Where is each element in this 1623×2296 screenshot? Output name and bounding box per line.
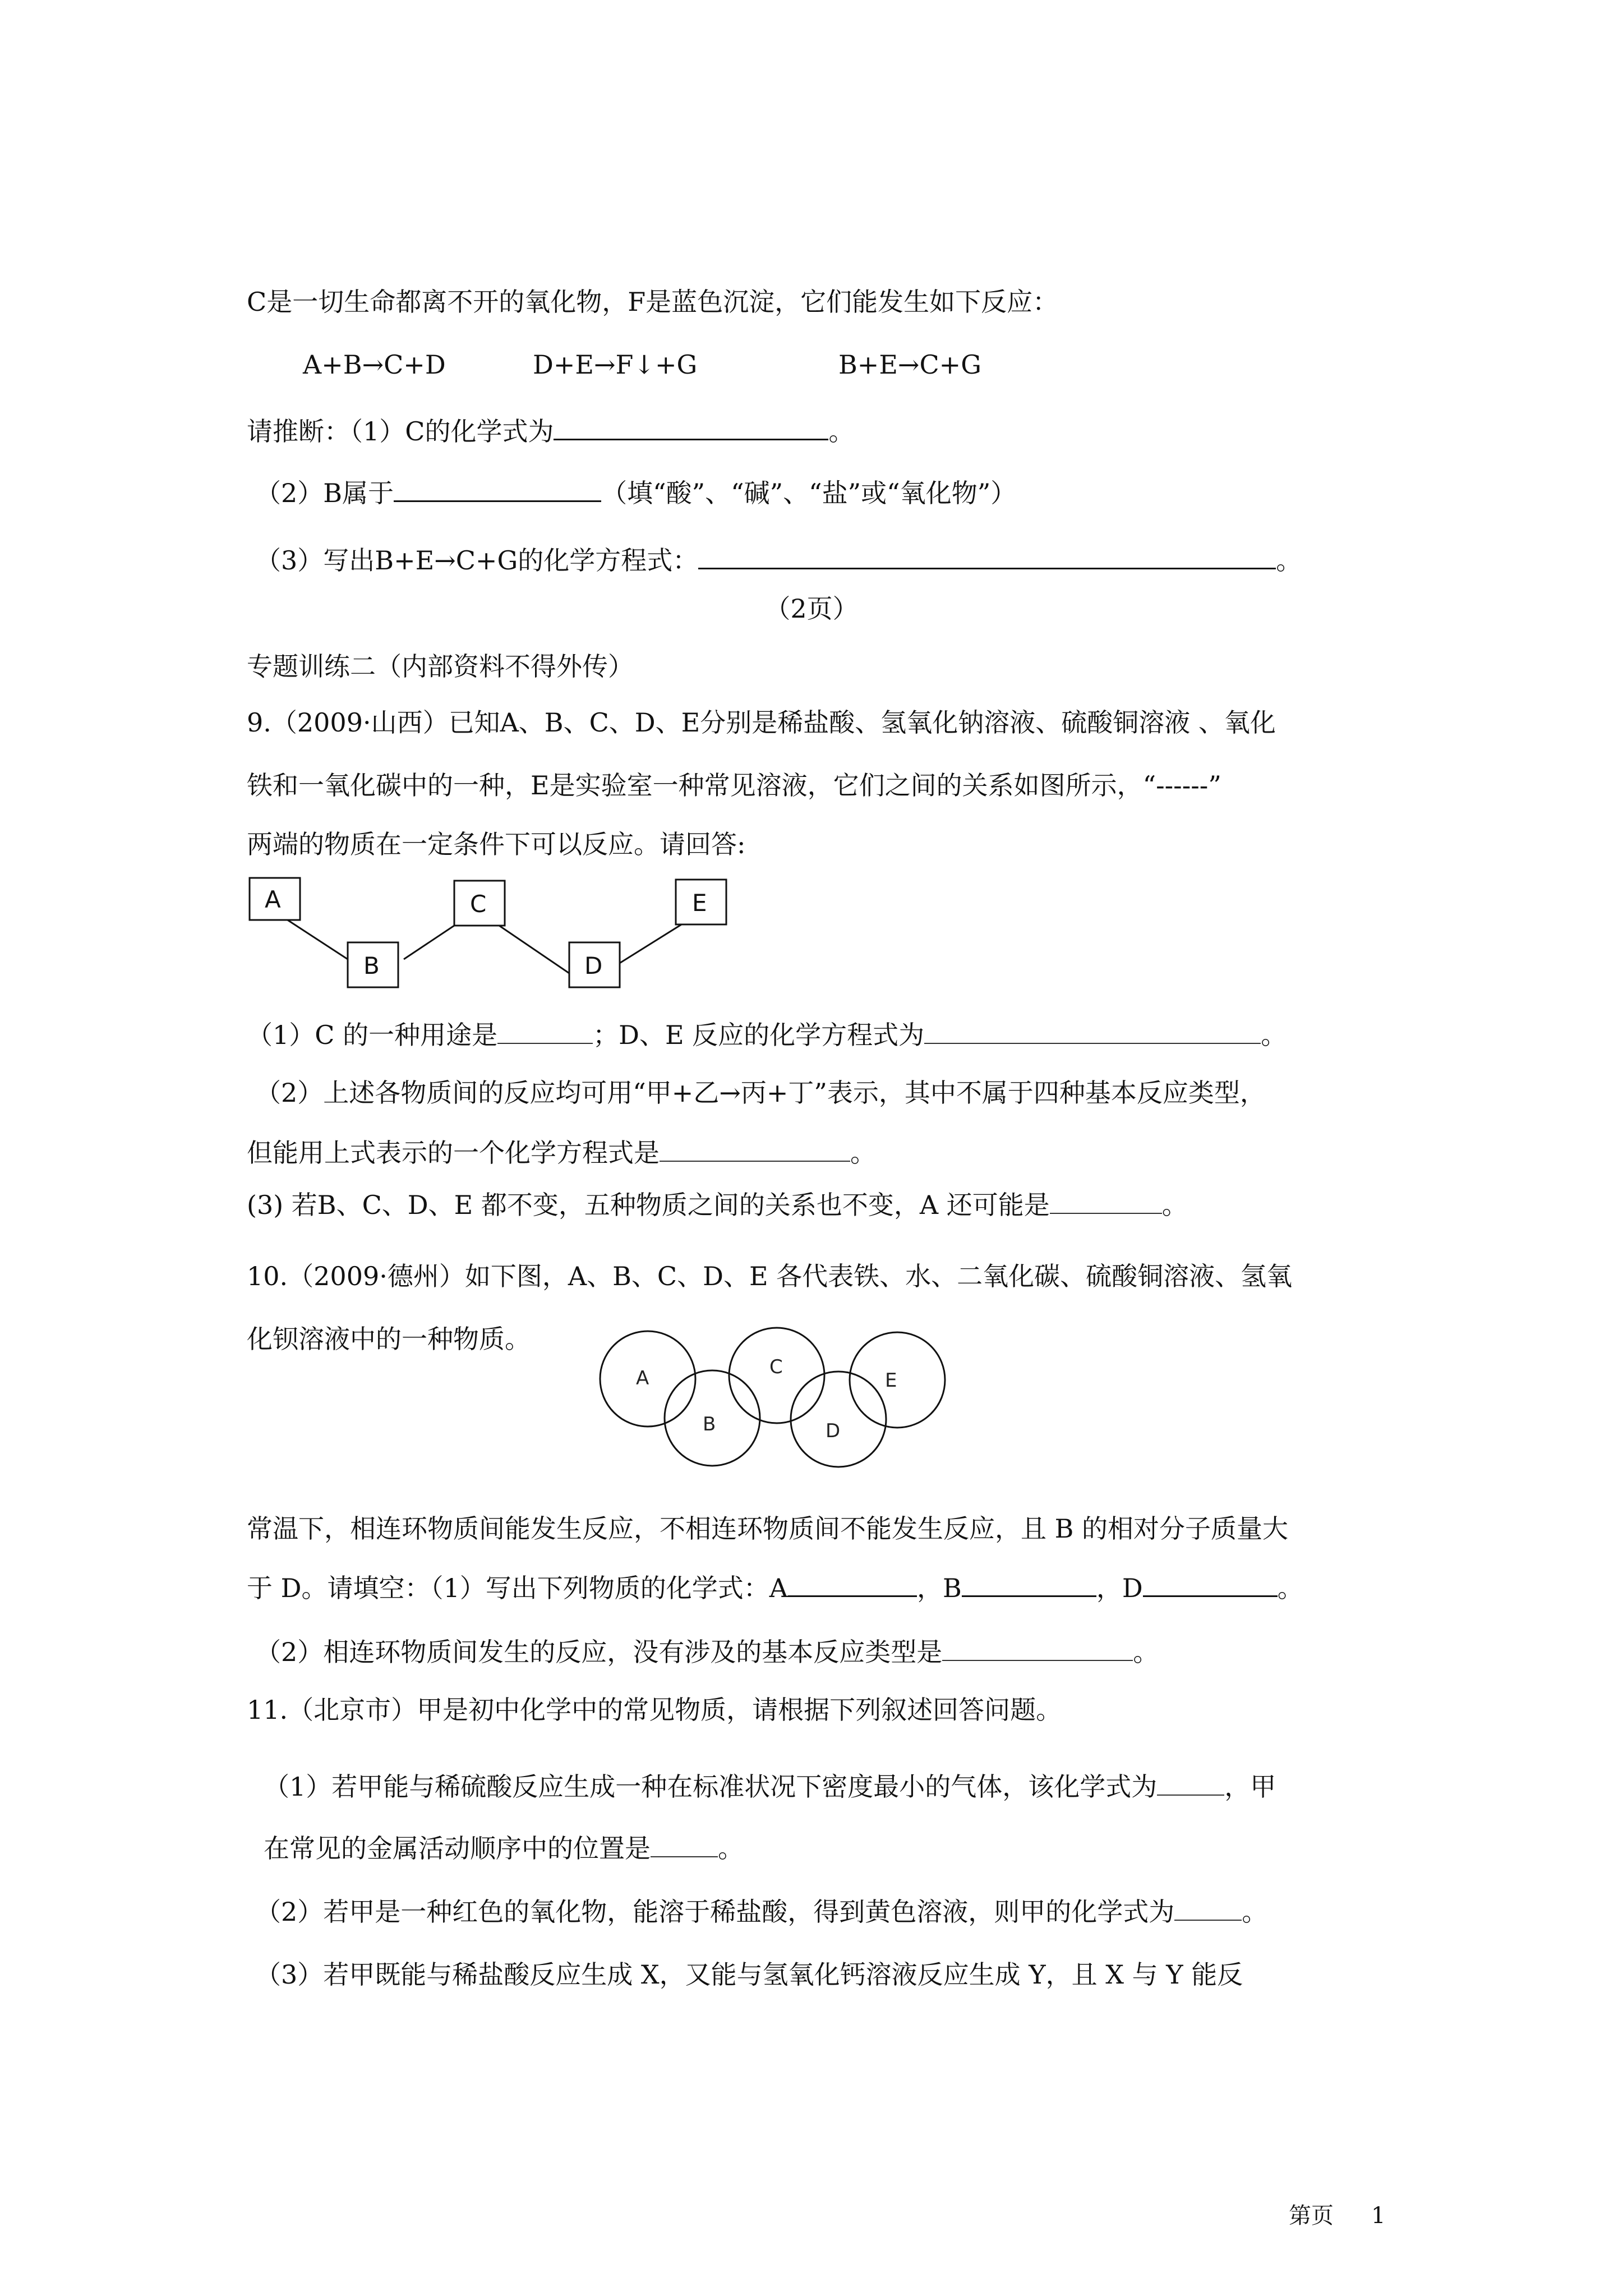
ring-d-label: D xyxy=(826,1420,841,1442)
q10-line4-end: 。 xyxy=(1277,1573,1303,1603)
q10-line4-d: ，D xyxy=(1096,1573,1143,1603)
q9-part1-text: （1）C 的一种用途是 xyxy=(247,1020,498,1050)
diagram-node-b xyxy=(348,942,398,987)
answer-blank[interactable] xyxy=(1174,1895,1242,1921)
q8-part2-hint: （填“酸”、“碱”、“盐”或“氧化物”） xyxy=(601,478,1017,508)
q8-reaction-2: D+E→F↓+G xyxy=(533,349,698,380)
q9-part1 xyxy=(247,1018,1287,1052)
q8-part1-end: 。 xyxy=(828,416,855,447)
q11-part2-end: 。 xyxy=(1242,1897,1268,1927)
q11-part2 xyxy=(255,1895,1267,1929)
q10-part2 xyxy=(255,1635,1159,1669)
q10-part2-end: 。 xyxy=(1133,1637,1159,1667)
q9-part1-text2: ；D、E 反应的化学方程式为 xyxy=(593,1020,925,1050)
answer-blank[interactable] xyxy=(651,1832,718,1857)
q9-part3-end: 。 xyxy=(1161,1190,1188,1220)
answer-blank[interactable] xyxy=(942,1635,1133,1661)
q9-part2-line1: （2）上述各物质间的反应均可用“甲+乙→丙+丁”表示，其中不属于四种基本反应类型， xyxy=(255,1078,1266,1108)
q9-line2: 铁和一氧化碳中的一种，E是实验室一种常见溶液，它们之间的关系如图所示，“------” xyxy=(247,770,1221,800)
q8-part1 xyxy=(247,414,854,448)
answer-blank[interactable] xyxy=(497,1018,593,1044)
q8-part3 xyxy=(255,543,1302,577)
diagram-node-c xyxy=(454,881,505,926)
page-marker: （2页） xyxy=(764,593,859,624)
q8-intro: C是一切生命都离不开的氧化物，F是蓝色沉淀，它们能发生如下反应： xyxy=(247,287,1059,317)
q11-line1: 11.（北京市）甲是初中化学中的常见物质，请根据下列叙述回答问题。 xyxy=(247,1695,1062,1725)
q9-line1: 9.（2009·山西）已知A、B、C、D、E分别是稀盐酸、氢氧化钠溶液、硫酸铜溶液 、氧化 xyxy=(247,707,1276,738)
q9-part2-end: 。 xyxy=(850,1138,876,1168)
answer-blank[interactable] xyxy=(1157,1770,1224,1796)
q9-part3 xyxy=(247,1188,1188,1222)
q10-line3: 常温下，相连环物质间能发生反应，不相连环物质间不能发生反应，且 B 的相对分子质量大 xyxy=(247,1513,1289,1544)
ring-a-label: A xyxy=(636,1367,649,1389)
q10-line4-text: 于 D。请填空：（1）写出下列物质的化学式：A xyxy=(247,1573,788,1603)
q11-part1-end: ，甲 xyxy=(1224,1772,1276,1802)
answer-blank[interactable] xyxy=(660,1136,850,1162)
answer-blank-a[interactable] xyxy=(788,1571,917,1597)
diagram-node-e xyxy=(676,880,726,924)
ring-e-label: E xyxy=(885,1369,897,1392)
ring-d xyxy=(791,1372,886,1467)
diagram-node-a xyxy=(250,878,300,920)
svg-text:B: B xyxy=(363,952,380,979)
q9-relation-diagram xyxy=(241,869,746,1010)
q8-part3-end: 。 xyxy=(1276,545,1302,576)
q8-part1-text: 请推断：（1）C的化学式为 xyxy=(247,416,554,447)
q10-line4-b: ，B xyxy=(917,1573,962,1603)
q10-part2-text: （2）相连环物质间发生的反应，没有涉及的基本反应类型是 xyxy=(255,1637,943,1667)
q9-part1-end: 。 xyxy=(1261,1020,1287,1050)
q8-part2-text: （2）B属于 xyxy=(255,478,394,508)
q9-part2-line2 xyxy=(247,1136,876,1170)
q10-line1: 10.（2009·德州）如下图，A、B、C、D、E 各代表铁、水、二氧化碳、硫酸铜溶液、氢氧 xyxy=(247,1261,1293,1291)
q8-part3-text: （3）写出B+E→C+G的化学方程式： xyxy=(255,545,699,576)
footer-label: 第页 xyxy=(1289,2203,1334,2229)
ring-c-label: C xyxy=(769,1356,783,1378)
q10-rings-diagram xyxy=(583,1313,948,1492)
ring-b-label: B xyxy=(703,1413,716,1435)
answer-blank[interactable] xyxy=(698,543,1276,569)
q10-line2: 化钡溶液中的一种物质。 xyxy=(247,1324,531,1354)
section-title: 专题训练二（内部资料不得外传） xyxy=(247,651,634,682)
q11-part1-text: （1）若甲能与稀硫酸反应生成一种在标准状况下密度最小的气体，该化学式为 xyxy=(264,1772,1158,1802)
svg-text:E: E xyxy=(692,889,707,917)
q11-part3: （3）若甲既能与稀盐酸反应生成 X，又能与氢氧化钙溶液反应生成 Y，且 X 与 Y 能反 xyxy=(255,1959,1243,1990)
ring-e xyxy=(850,1332,945,1428)
diagram-node-d xyxy=(569,942,620,987)
q9-line3: 两端的物质在一定条件下可以反应。请回答: xyxy=(247,829,746,859)
q11-part2-text: （2）若甲是一种红色的氧化物，能溶于稀盐酸，得到黄色溶液，则甲的化学式为 xyxy=(255,1897,1175,1927)
svg-text:C: C xyxy=(470,890,487,918)
footer-page-number: 1 xyxy=(1371,2203,1386,2229)
q11-part1b xyxy=(264,1832,744,1865)
q9-part2-text: 但能用上式表示的一个化学方程式是 xyxy=(247,1138,660,1168)
answer-blank[interactable] xyxy=(1050,1188,1162,1214)
q11-part1b-text: 在常见的金属活动顺序中的位置是 xyxy=(264,1833,651,1864)
answer-blank[interactable] xyxy=(554,414,828,440)
svg-text:A: A xyxy=(265,886,281,913)
q11-part1b-end: 。 xyxy=(718,1833,744,1864)
answer-blank[interactable] xyxy=(924,1018,1261,1044)
q11-part1 xyxy=(264,1770,1276,1803)
q9-part3-text: (3) 若B、C、D、E 都不变，五种物质之间的关系也不变，A 还可能是 xyxy=(247,1190,1050,1220)
q8-part2 xyxy=(255,476,1016,510)
answer-blank-d[interactable] xyxy=(1143,1571,1278,1597)
q10-line4 xyxy=(247,1571,1303,1605)
answer-blank[interactable] xyxy=(394,476,601,502)
q8-reaction-1: A+B→C+D xyxy=(303,349,446,380)
svg-text:D: D xyxy=(584,952,603,979)
q8-reaction-3: B+E→C+G xyxy=(838,349,981,380)
answer-blank-b[interactable] xyxy=(962,1571,1096,1597)
